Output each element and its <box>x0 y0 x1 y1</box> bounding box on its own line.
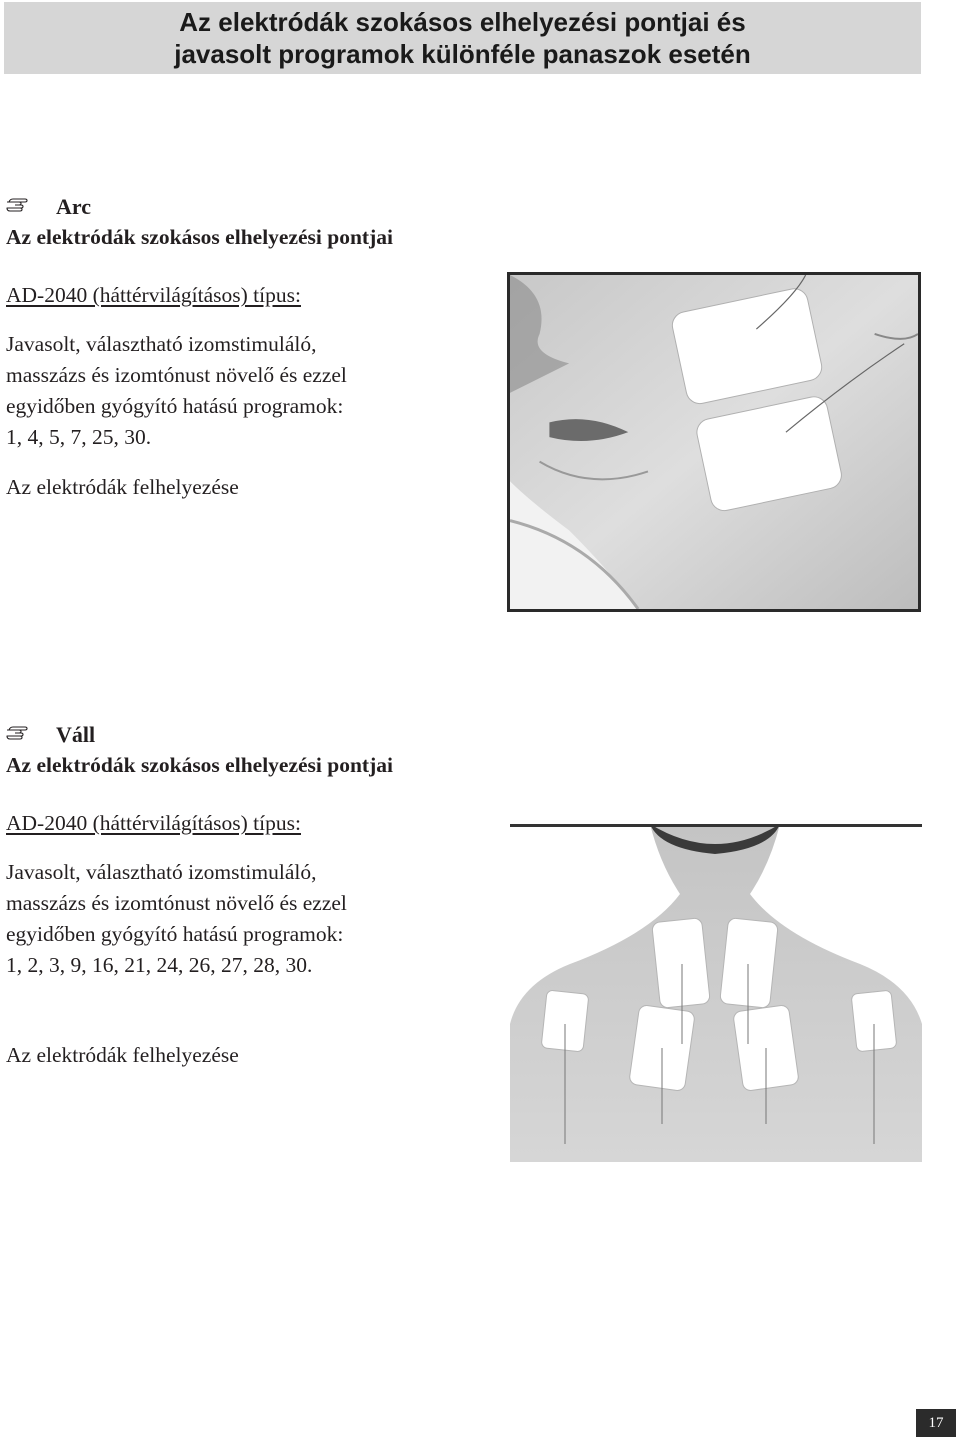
section-heading <box>6 193 496 223</box>
description-line: masszázs és izomtónust növelő és ezzel <box>6 891 347 915</box>
program-description <box>6 329 496 453</box>
section-vall <box>6 721 496 1069</box>
description-line: Javasolt, választható izomstimuláló, <box>6 332 317 356</box>
page-number: 17 <box>916 1409 956 1437</box>
description-line: egyidőben gyógyító hatású programok: <box>6 394 344 418</box>
pointing-hand-icon <box>6 725 28 741</box>
page-title-line-2: javasolt programok különféle panaszok esetén <box>174 39 751 69</box>
pointing-hand-icon <box>6 197 28 213</box>
page-title-line-1: Az elektródák szokásos elhelyezési pontjai és <box>179 7 746 37</box>
shoulder-electrodes-photo <box>510 824 922 1162</box>
program-list: 1, 2, 3, 9, 16, 21, 24, 26, 27, 28, 30. <box>6 953 313 977</box>
program-description <box>6 857 496 981</box>
section-subheading: Az elektródák szokásos elhelyezési pontjai <box>6 753 393 777</box>
section-subheading: Az elektródák szokásos elhelyezési pontjai <box>6 225 393 249</box>
face-electrodes-photo <box>507 272 921 612</box>
description-line: masszázs és izomtónust növelő és ezzel <box>6 363 347 387</box>
section-heading <box>6 721 496 751</box>
model-type: AD-2040 (háttérvilágításos) típus: <box>6 811 301 835</box>
placement-label: Az elektródák felhelyezése <box>6 1043 239 1067</box>
placement-label: Az elektródák felhelyezése <box>6 475 239 499</box>
description-line: egyidőben gyógyító hatású programok: <box>6 922 344 946</box>
description-line: Javasolt, választható izomstimuláló, <box>6 860 317 884</box>
page-header <box>4 2 921 74</box>
section-arc <box>6 193 496 501</box>
model-type: AD-2040 (háttérvilágításos) típus: <box>6 283 301 307</box>
section-title: Arc <box>56 194 92 219</box>
program-list: 1, 4, 5, 7, 25, 30. <box>6 425 152 449</box>
section-title: Váll <box>56 722 96 747</box>
page-title <box>4 6 921 70</box>
